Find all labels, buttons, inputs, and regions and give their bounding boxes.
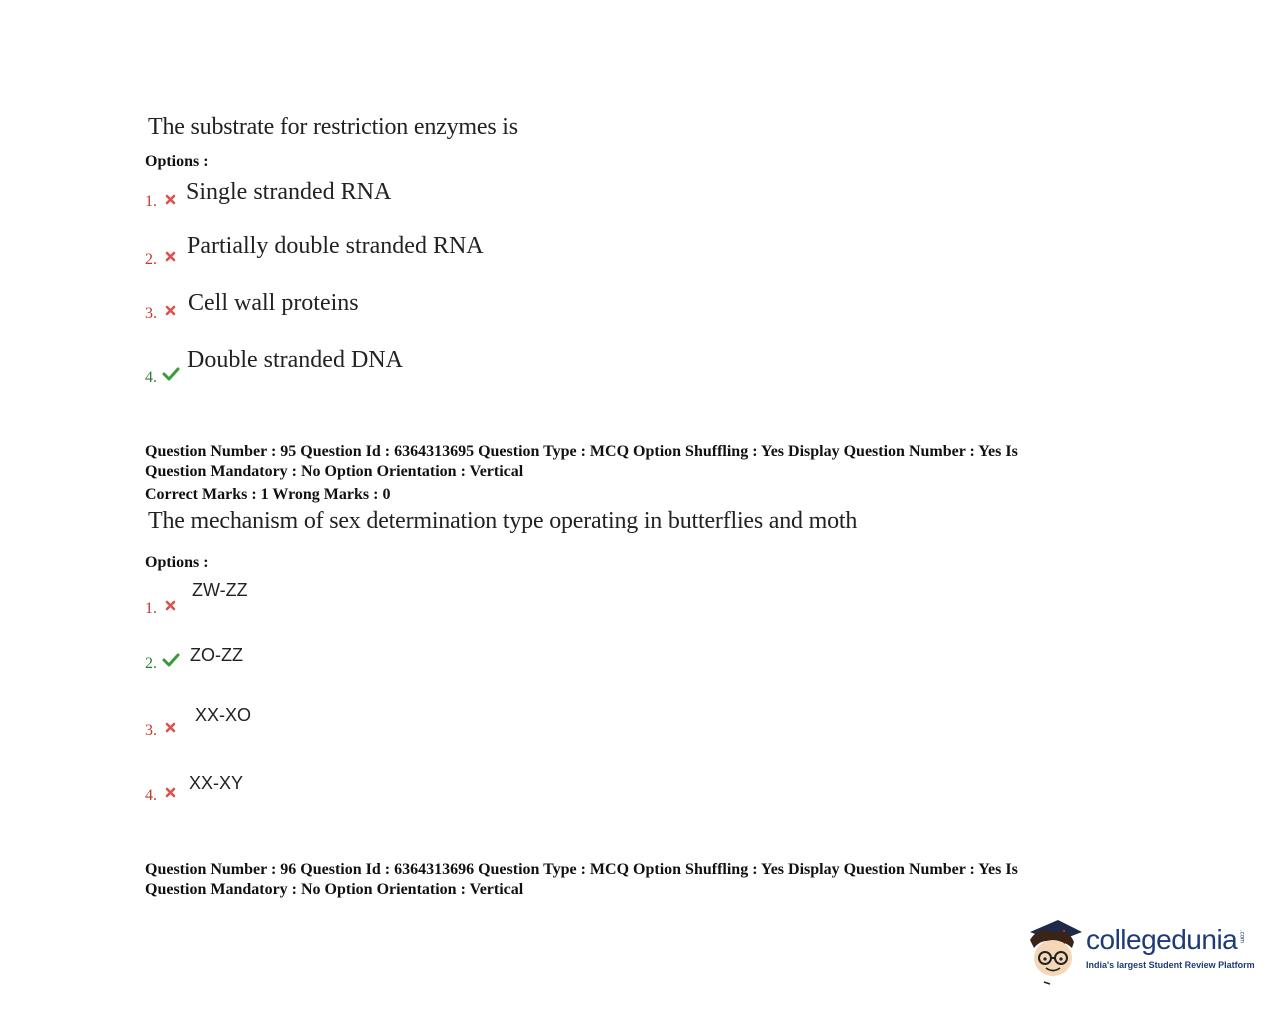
question-meta	[145, 860, 1145, 900]
option-item	[145, 193, 157, 211]
question-text: The substrate for restriction enzymes is	[148, 114, 518, 140]
check-icon	[162, 367, 180, 381]
option-item	[145, 600, 157, 618]
meta-line: Question Number : 95 Question Id : 6364313695 Question Type : MCQ Option Shuffling : Yes Display Question Number : Yes Is	[145, 443, 1018, 460]
cross-icon	[165, 722, 176, 733]
option-number: 4.	[145, 787, 157, 804]
check-icon	[162, 653, 180, 667]
cross-icon	[165, 305, 176, 316]
brand-name: collegedunia	[1086, 924, 1238, 955]
marks-line: Correct Marks : 1 Wrong Marks : 0	[145, 486, 391, 503]
option-number: 4.	[145, 369, 157, 386]
cross-icon	[165, 194, 176, 205]
option-number: 3.	[145, 305, 157, 322]
option-text: Partially double stranded RNA	[187, 233, 484, 259]
options-label: Options :	[145, 554, 209, 571]
question-text: The mechanism of sex determination type operating in butterflies and moth	[148, 508, 858, 534]
option-item	[145, 251, 157, 269]
mascot-icon	[1024, 918, 1084, 986]
option-text: ZO-ZZ	[190, 645, 243, 665]
option-number: 3.	[145, 722, 157, 739]
cross-icon	[165, 787, 176, 798]
option-text: ZW-ZZ	[192, 580, 248, 600]
meta-line: Question Mandatory : No Option Orientation : Vertical	[145, 881, 524, 898]
meta-line: Question Number : 96 Question Id : 6364313696 Question Type : MCQ Option Shuffling : Yes Display Question Number : Yes Is	[145, 861, 1018, 878]
option-number: 1.	[145, 193, 157, 210]
option-text: Double stranded DNA	[187, 347, 403, 373]
option-item	[145, 369, 157, 387]
option-item	[145, 787, 157, 805]
cross-icon	[165, 600, 176, 611]
option-text: XX-XY	[189, 773, 244, 793]
option-text: XX-XO	[195, 705, 252, 725]
option-item	[145, 305, 157, 323]
meta-line: Question Mandatory : No Option Orientation : Vertical	[145, 463, 524, 480]
option-number: 2.	[145, 655, 157, 672]
option-text: Cell wall proteins	[188, 290, 359, 316]
brand-suffix: .com	[1238, 930, 1245, 944]
cross-icon	[165, 251, 176, 262]
option-item	[145, 722, 157, 740]
option-text: Single stranded RNA	[186, 179, 392, 205]
collegedunia-logo	[1024, 918, 1255, 986]
brand-tagline: India's largest Student Review Platform	[1086, 960, 1255, 970]
question-meta	[145, 442, 1145, 482]
options-label: Options :	[145, 153, 209, 170]
option-number: 1.	[145, 600, 157, 617]
option-number: 2.	[145, 251, 157, 268]
option-item	[145, 655, 157, 673]
